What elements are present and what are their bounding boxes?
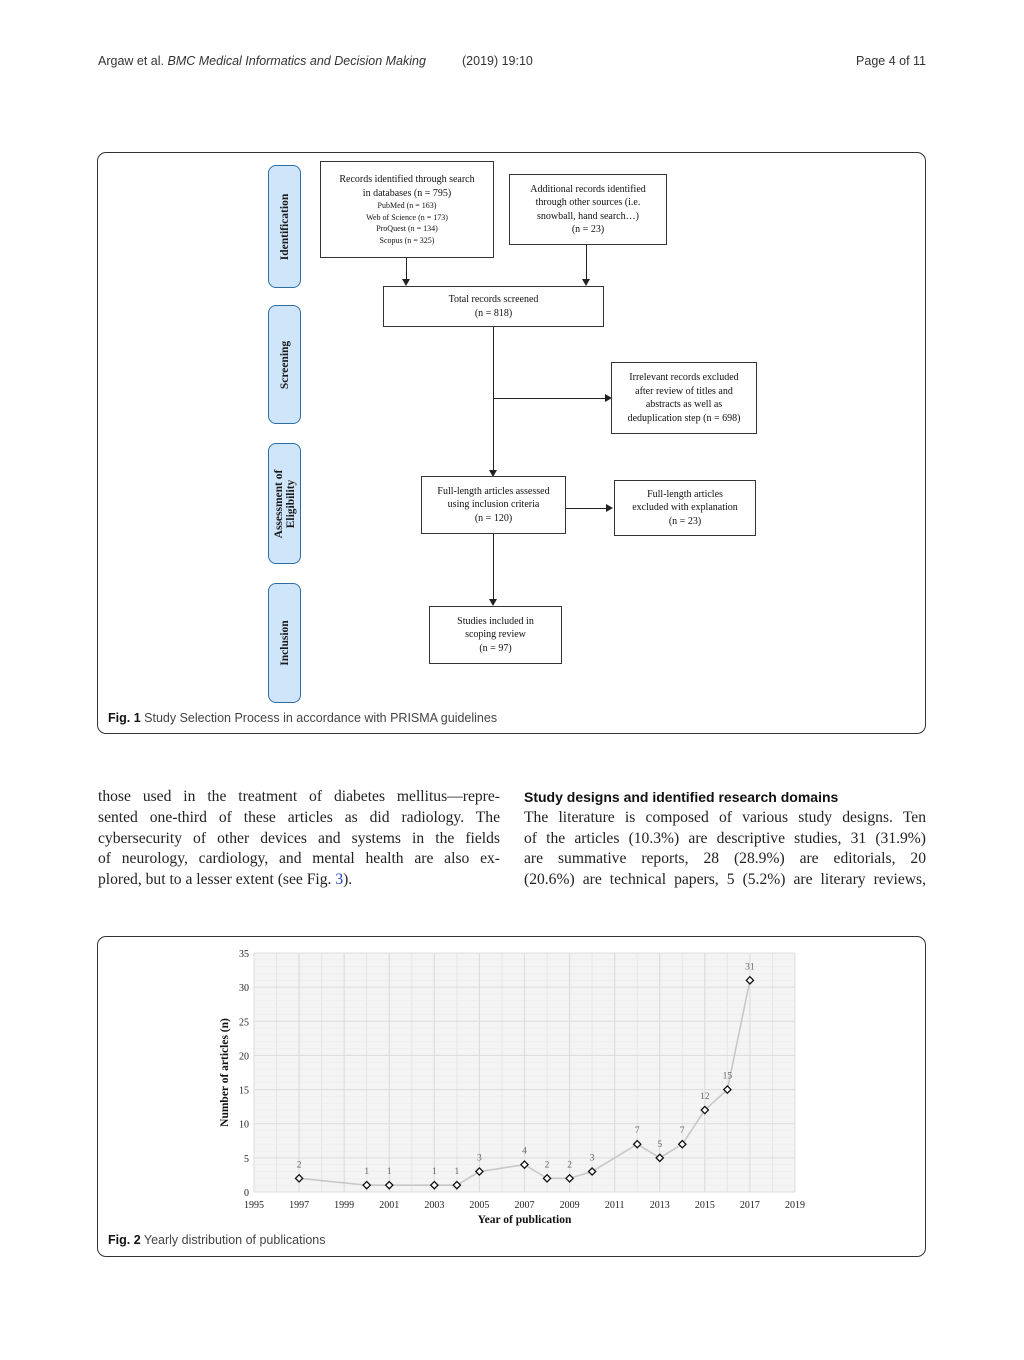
text-line: cybersecurity of other devices and systems in the fields bbox=[98, 829, 500, 847]
y-tick-label: 15 bbox=[239, 1085, 249, 1097]
box-fulltext-line2: using inclusion criteria bbox=[447, 499, 540, 511]
box-excluded-line1: Full-length articles bbox=[647, 488, 723, 500]
box-fulltext-assessed bbox=[421, 476, 566, 534]
x-axis-title: Year of publication bbox=[477, 1214, 572, 1226]
box-records-line2: in databases (n = 795) bbox=[362, 187, 452, 199]
x-tick-label: 2013 bbox=[649, 1200, 670, 1211]
y-tick-label: 5 bbox=[244, 1153, 249, 1165]
figure-1-caption bbox=[108, 711, 497, 725]
text-line: of neurology, cardiology, and mental health are also ex- bbox=[98, 850, 500, 868]
data-label: 1 bbox=[364, 1167, 370, 1178]
text-line bbox=[98, 870, 500, 891]
y-tick-label: 10 bbox=[239, 1119, 249, 1131]
header-year-volume: (2019) 19:10 bbox=[462, 54, 533, 68]
box-additional-line3: snowball, hand search…) bbox=[537, 210, 639, 222]
stage-label-identification: Identification bbox=[278, 193, 291, 260]
box-included-line3: (n = 97) bbox=[479, 642, 512, 654]
stage-identification bbox=[268, 165, 301, 288]
figure-2-caption-label: Fig. 2 bbox=[108, 1233, 141, 1247]
connector-fulltext-to-included bbox=[493, 534, 494, 600]
box-fulltext-line1: Full-length articles assessed bbox=[437, 485, 550, 497]
data-label: 7 bbox=[679, 1126, 685, 1137]
data-label: 2 bbox=[296, 1160, 302, 1171]
running-header-citation bbox=[98, 54, 426, 68]
box-additional-line4: (n = 23) bbox=[571, 224, 605, 235]
connector-to-irrelevant bbox=[493, 398, 606, 399]
connector-additional-to-screened bbox=[586, 245, 587, 280]
data-label: 31 bbox=[745, 962, 755, 973]
y-tick-label: 0 bbox=[244, 1188, 249, 1199]
box-excluded-line2: excluded with explanation bbox=[632, 502, 738, 514]
header-journal: BMC Medical Informatics and Decision Making bbox=[167, 54, 426, 68]
source-pubmed: PubMed (n = 163) bbox=[377, 201, 437, 210]
connector-to-excluded bbox=[566, 508, 607, 509]
box-additional-line1: Additional records identified bbox=[530, 183, 646, 195]
data-label: 12 bbox=[700, 1092, 710, 1103]
box-records-line1: Records identified through search bbox=[339, 174, 475, 185]
data-label: 1 bbox=[386, 1167, 392, 1178]
figure-2-caption-text: Yearly distribution of publications bbox=[140, 1233, 326, 1247]
x-tick-label: 2011 bbox=[604, 1200, 625, 1211]
box-total-screened bbox=[383, 286, 604, 327]
data-label: 1 bbox=[454, 1167, 460, 1178]
header-authors: Argaw et al. bbox=[98, 54, 165, 68]
box-screened-line1: Total records screened bbox=[448, 294, 539, 305]
figure-3-link[interactable]: 3 bbox=[335, 871, 344, 889]
y-axis-title: Number of articles (n) bbox=[219, 1018, 231, 1127]
data-label: 3 bbox=[477, 1153, 482, 1164]
text-line: those used in the treatment of diabetes mellitus—repre- bbox=[98, 788, 500, 805]
data-label: 1 bbox=[431, 1167, 437, 1178]
text-line: (20.6%) are technical papers, 5 (5.2%) are literary reviews, bbox=[524, 871, 926, 889]
text-fragment: plored, but to a lesser extent (see Fig. bbox=[98, 871, 336, 889]
data-label: 2 bbox=[544, 1160, 550, 1171]
stage-eligibility bbox=[268, 443, 301, 564]
arrow-db-to-screened bbox=[402, 279, 410, 286]
text-line: sented one-third of these articles as did radiology. The bbox=[98, 808, 500, 826]
box-irrelevant-line2: after review of titles and bbox=[635, 385, 733, 397]
stage-label-screening: Screening bbox=[278, 340, 291, 389]
connector-db-to-screened bbox=[406, 258, 407, 280]
box-records-databases bbox=[320, 161, 494, 258]
stage-label-inclusion: Inclusion bbox=[278, 620, 291, 666]
x-tick-label: 1997 bbox=[289, 1200, 310, 1211]
body-text-left-column bbox=[98, 787, 500, 891]
figure-1-caption-text: Study Selection Process in accordance with PRISMA guidelines bbox=[140, 711, 498, 725]
box-additional-records bbox=[509, 174, 667, 245]
stage-label-eligibility-line1: Assessment of bbox=[272, 469, 285, 538]
header-page-number: Page 4 of 11 bbox=[856, 54, 926, 68]
box-included-line2: scoping review bbox=[465, 629, 526, 641]
arrow-additional-to-screened bbox=[582, 279, 590, 286]
source-proquest: ProQuest (n = 134) bbox=[376, 224, 438, 233]
box-fulltext-line3: (n = 120) bbox=[474, 512, 513, 524]
x-tick-label: 2005 bbox=[469, 1200, 490, 1211]
stage-screening bbox=[268, 305, 301, 424]
y-tick-label: 25 bbox=[239, 1017, 249, 1029]
data-label: 15 bbox=[722, 1071, 733, 1082]
y-tick-label: 20 bbox=[239, 1051, 249, 1063]
x-tick-label: 2003 bbox=[424, 1200, 445, 1211]
box-additional-line2: through other sources (i.e. bbox=[535, 197, 641, 208]
box-screened-line2: (n = 818) bbox=[474, 307, 513, 319]
stage-label-eligibility-line2: Eligibility bbox=[284, 479, 297, 528]
text-line: of the articles (10.3%) are descriptive studies, 31 (31.9%) bbox=[524, 829, 926, 847]
box-irrelevant-line4: deduplication step (n = 698) bbox=[627, 412, 741, 424]
box-included-line1: Studies included in bbox=[457, 615, 534, 627]
box-excluded-line3: (n = 23) bbox=[668, 515, 702, 527]
y-tick-label: 35 bbox=[239, 949, 249, 960]
y-tick-label: 30 bbox=[239, 983, 249, 995]
body-text-right-column bbox=[524, 787, 926, 891]
arrow-fulltext-to-included bbox=[489, 599, 497, 606]
arrow-to-excluded bbox=[606, 504, 613, 512]
figure-1-caption-label: Fig. 1 bbox=[108, 711, 141, 725]
box-irrelevant-line3: abstracts as well as bbox=[645, 399, 723, 410]
x-tick-label: 2009 bbox=[559, 1200, 580, 1211]
figure-2-caption bbox=[108, 1233, 326, 1247]
stage-inclusion bbox=[268, 583, 301, 703]
x-tick-label: 2001 bbox=[379, 1200, 400, 1211]
x-tick-label: 2007 bbox=[514, 1200, 535, 1211]
data-label: 7 bbox=[634, 1126, 640, 1137]
box-fulltext-excluded bbox=[614, 480, 756, 536]
box-studies-included bbox=[429, 606, 562, 664]
x-tick-label: 1995 bbox=[244, 1200, 264, 1211]
text-line: are summative reports, 28 (28.9%) are editorials, 20 bbox=[524, 850, 926, 868]
data-label: 2 bbox=[567, 1160, 572, 1171]
stage-label-eligibility bbox=[273, 469, 297, 538]
publications-line-chart bbox=[98, 937, 925, 1227]
data-label: 5 bbox=[657, 1139, 663, 1150]
figure-2-yearly-distribution bbox=[97, 936, 926, 1257]
x-tick-label: 2015 bbox=[694, 1200, 715, 1211]
source-web-of-science: Web of Science (n = 173) bbox=[366, 212, 448, 222]
x-tick-label: 1999 bbox=[334, 1200, 355, 1211]
data-label: 3 bbox=[589, 1153, 595, 1164]
source-scopus: Scopus (n = 325) bbox=[379, 235, 435, 245]
section-heading: Study designs and identified research domains bbox=[524, 789, 839, 805]
box-irrelevant-excluded bbox=[611, 362, 757, 434]
data-label: 4 bbox=[522, 1146, 527, 1157]
text-line: The literature is composed of various study designs. Ten bbox=[524, 808, 926, 826]
text-fragment: ). bbox=[343, 871, 353, 889]
x-tick-label: 2019 bbox=[785, 1200, 805, 1211]
x-tick-label: 2017 bbox=[739, 1200, 760, 1211]
box-irrelevant-line1: Irrelevant records excluded bbox=[629, 372, 739, 383]
connector-screened-to-fulltext bbox=[493, 327, 494, 471]
figure-1-prisma-flow bbox=[97, 152, 926, 734]
